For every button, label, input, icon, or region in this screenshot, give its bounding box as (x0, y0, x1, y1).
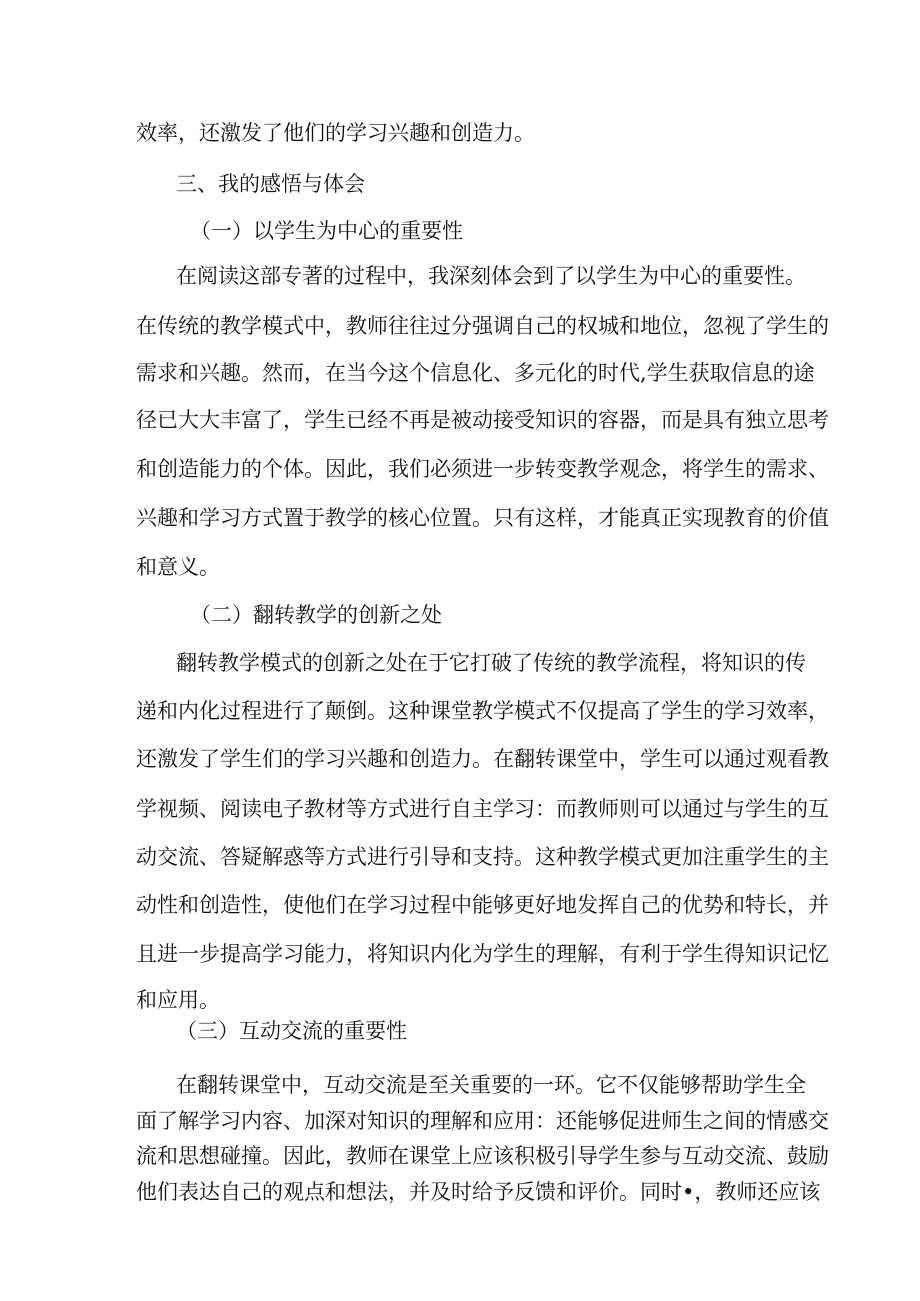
text-line: 翻转教学模式的创新之处在于它打破了传统的教学流程，将知识的传 (176, 651, 806, 675)
text-line: 面了解学习内容、加深对知识的理解和应用：还能够促进师生之间的情感交 (136, 1109, 829, 1133)
text-line: 在翻转课堂中，互动交流是至关重要的一环。它不仅能够帮助学生全 (176, 1073, 806, 1097)
text-line: 效率，还激发了他们的学习兴趣和创造力。 (136, 121, 535, 145)
text-line: 和应用。 (136, 988, 220, 1012)
text-line: 兴趣和学习方式置于教学的核心位置。只有这样，才能真正实现教育的价值 (136, 506, 829, 530)
text-line: 流和思想碰撞。因此，教师在课堂上应该积极引导学生参与互动交流、鼓励 (136, 1144, 829, 1168)
text-line: 学视频、阅读电子教材等方式进行自主学习：而教师则可以通过与学生的互 (136, 797, 829, 821)
text-line: 在阅读这部专著的过程中，我深刻体会到了以学生为中心的重要性。 (176, 264, 806, 288)
text-line: 且进一步提高学习能力，将知识内化为学生的理解，有利于学生得知识记忆 (136, 942, 829, 966)
text-line: 递和内化过程进行了颠倒。这种课堂教学模式不仅提高了学生的学习效率， (136, 699, 829, 723)
text-line: 动性和创造性，使他们在学习过程中能够更好地发挥自己的优势和特长，并 (136, 893, 829, 917)
text-line: 径已大大丰富了，学生已经不再是被动接受知识的容器，而是具有独立思考 (136, 408, 829, 432)
text-line: 动交流、答疑解惑等方式进行引导和支持。这种教学模式更加注重学生的主 (136, 845, 829, 869)
text-line: （三）互动交流的重要性 (176, 1019, 407, 1043)
text-line: 三、我的感悟与体会 (176, 172, 365, 196)
text-line: 和创造能力的个体。因此，我们必须进一步转变教学观念，将学生的需求、 (136, 457, 829, 481)
text-line: 还激发了学生们的学习兴趣和创造力。在翻转课堂中，学生可以通过观看教 (136, 747, 829, 771)
text-line: 和意义。 (136, 555, 220, 579)
text-line: （二）翻转教学的创新之处 (190, 603, 442, 627)
text-line: 他们表达自己的观点和想法，并及时给予反馈和评价。同时•，教师还应该 (136, 1180, 821, 1204)
text-line: 需求和兴趣。然而，在当今这个信息化、多元化的时代,学生获取信息的途 (136, 361, 815, 385)
text-line: 在传统的教学模式中，教师往往过分强调自己的权城和地位，忽视了学生的 (136, 314, 829, 338)
text-line: （一）以学生为中心的重要性 (190, 219, 463, 243)
